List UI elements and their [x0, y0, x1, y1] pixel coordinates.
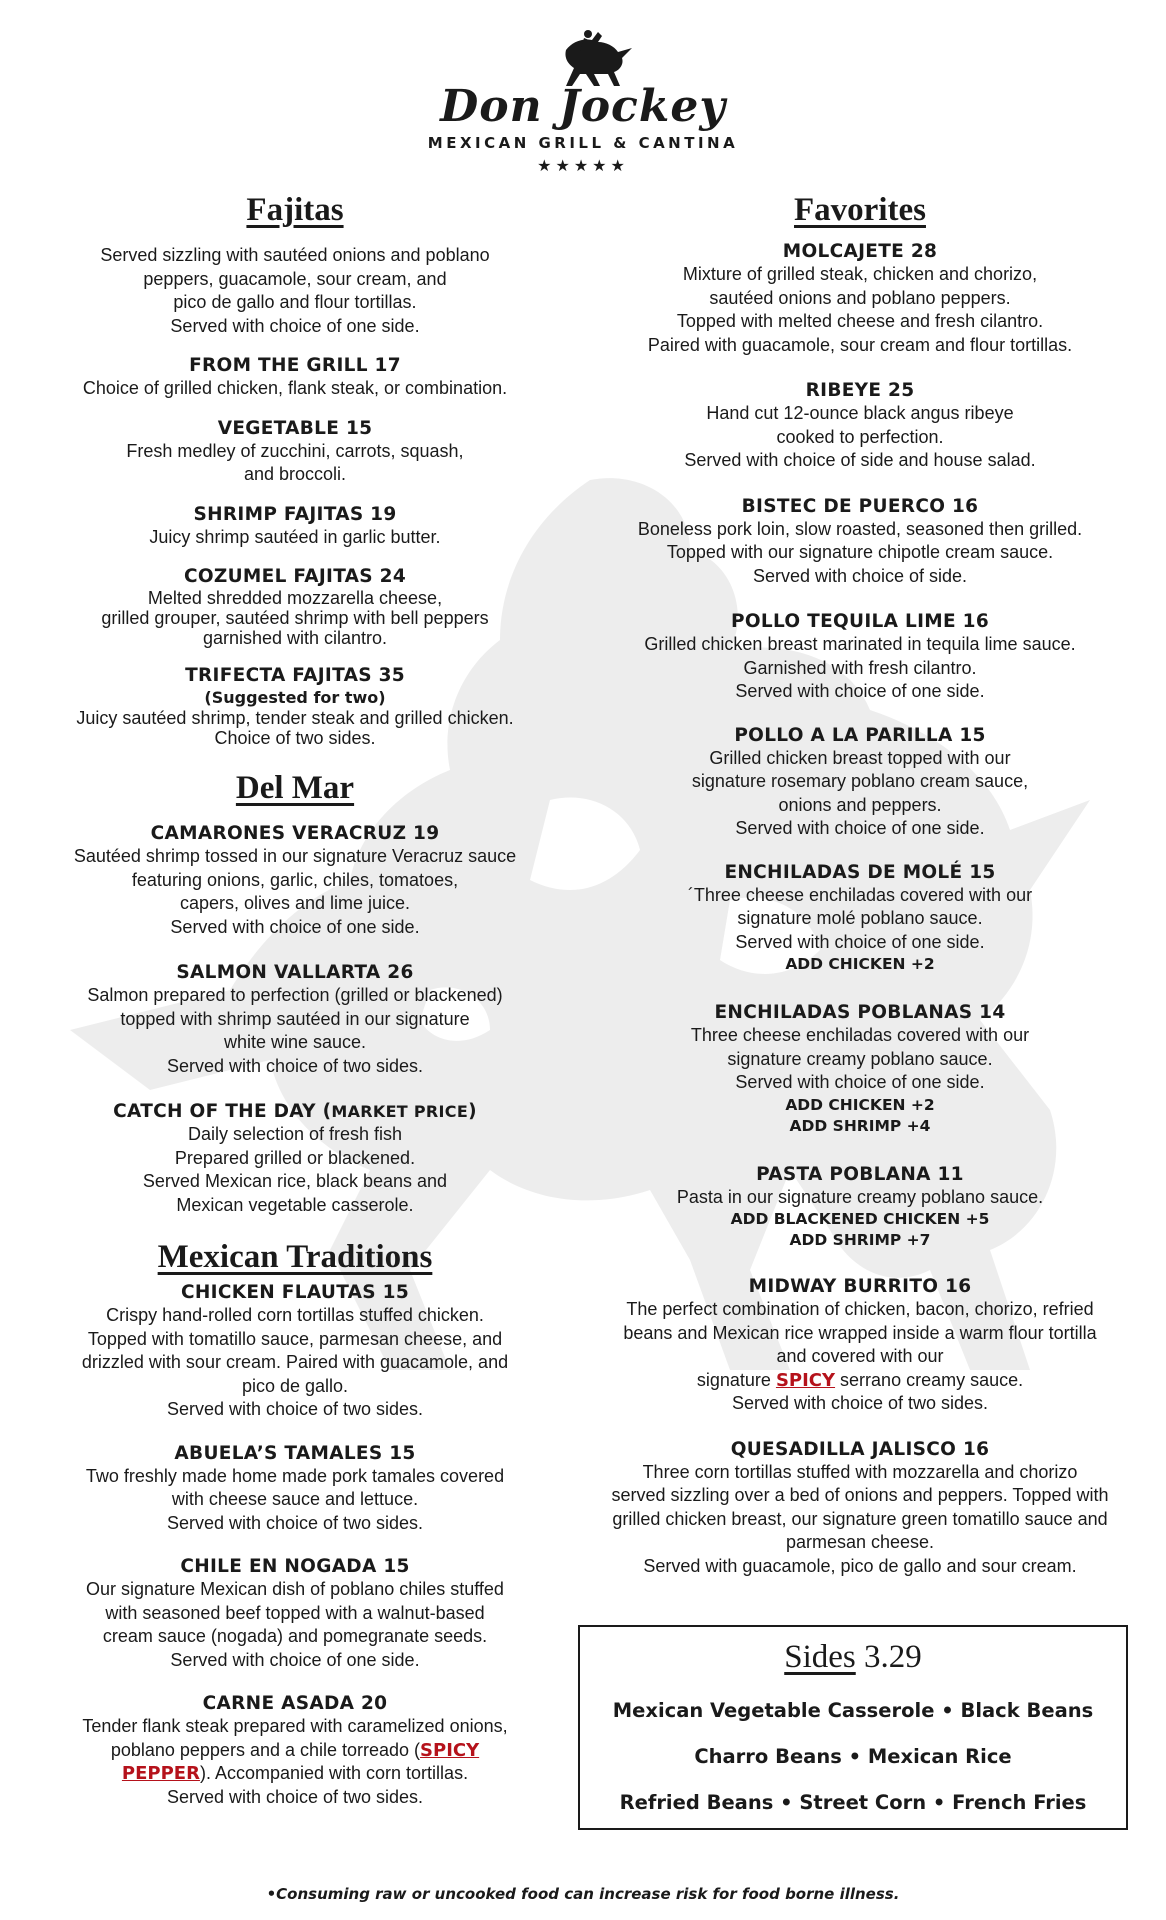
- item-desc: Served with choice of two sides.: [731, 1393, 989, 1413]
- item-desc: Topped with melted cheese and fresh cilantro.: [676, 311, 1044, 331]
- item-desc: signature molé poblano sauce.: [737, 908, 983, 928]
- item-desc: garnished with cilantro.: [202, 628, 388, 648]
- menu-item: [590, 240, 1130, 357]
- item-name: POLLO TEQUILA LIME 16: [730, 611, 989, 632]
- item-desc: Sautéed shrimp tossed in our signature Veracruz sauce: [73, 846, 517, 866]
- item-name: PASTA POBLANA 11: [756, 1163, 964, 1185]
- intro-line: Served with choice of one side.: [170, 315, 420, 336]
- item-desc: The perfect combination of chicken, bacon, chorizo, refried: [626, 1299, 1094, 1319]
- item-desc: grilled chicken breast, our signature green tomatillo sauce and: [612, 1508, 1108, 1529]
- sides-box: [578, 1625, 1128, 1830]
- item-subname: (Suggested for two): [204, 688, 386, 707]
- item-desc: pico de gallo.: [241, 1375, 349, 1396]
- item-desc: cooked to perfection.: [776, 426, 944, 447]
- item-name: MIDWAY BURRITO 16: [748, 1276, 972, 1297]
- item-desc: Mixture of grilled steak, chicken and chorizo,: [682, 264, 1038, 284]
- item-desc: Fresh medley of zucchini, carrots, squash,: [126, 440, 464, 461]
- menu-item: [40, 1555, 550, 1672]
- menu-item: [40, 961, 550, 1078]
- item-name: CHILE EN NOGADA 15: [180, 1556, 410, 1577]
- item-desc: Grilled chicken breast marinated in tequila lime sauce.: [644, 634, 1076, 654]
- item-desc: Served with choice of one side.: [170, 916, 420, 937]
- item-desc: Served with choice of side and house salad.: [684, 450, 1036, 470]
- item-desc: cream sauce (nogada) and pomegranate seeds.: [102, 1626, 488, 1646]
- spicy-label: PEPPER: [121, 1763, 200, 1784]
- item-desc: with cheese sauce and lettuce.: [171, 1489, 419, 1509]
- sides-row: Refried Beans • Street Corn • French Fries: [619, 1791, 1087, 1814]
- item-desc: and broccoli.: [243, 464, 347, 484]
- menu-item: [40, 1442, 550, 1536]
- section-title-fajitas: Fajitas: [246, 192, 344, 228]
- item-desc: Three cheese enchiladas covered with our: [690, 1025, 1030, 1045]
- item-desc: Prepared grilled or blackened.: [174, 1147, 416, 1168]
- item-addon: ADD CHICKEN +2: [785, 1095, 935, 1114]
- right-column: [590, 190, 1130, 1594]
- item-name: BISTEC DE PUERCO 16: [741, 495, 979, 517]
- menu-item: [590, 495, 1130, 589]
- item-desc: topped with shrimp sautéed in our signature: [120, 1008, 470, 1029]
- item-name: ENCHILADAS DE MOLÉ 15: [724, 861, 996, 883]
- item-desc: grilled grouper, sautéed shrimp with bell peppers: [101, 608, 489, 628]
- item-name: VEGETABLE 15: [217, 417, 373, 439]
- menu-item: [40, 1100, 550, 1217]
- item-desc: Tender flank steak prepared with caramelized onions,: [82, 1716, 508, 1736]
- item-desc: ´Three cheese enchiladas covered with our: [687, 884, 1033, 905]
- item-name: POLLO A LA PARILLA 15: [734, 724, 986, 746]
- menu-item: [40, 565, 550, 648]
- item-desc: Boneless pork loin, slow roasted, seasoned then grilled.: [637, 518, 1083, 539]
- intro-line: Served sizzling with sautéed onions and poblano: [100, 245, 490, 265]
- item-desc: Grilled chicken breast topped with our: [709, 747, 1011, 768]
- fajitas-intro: [40, 244, 550, 338]
- item-desc: Juicy sautéed shrimp, tender steak and grilled chicken.: [76, 708, 514, 728]
- item-desc: Daily selection of fresh fish: [187, 1124, 403, 1144]
- item-name: ABUELA’S TAMALES 15: [174, 1442, 416, 1464]
- item-desc: parmesan cheese.: [785, 1532, 935, 1552]
- item-desc: Served with choice of one side.: [735, 818, 985, 838]
- item-name: TRIFECTA FAJITAS 35: [185, 665, 405, 686]
- item-desc: beans and Mexican rice wrapped inside a warm flour tortilla: [623, 1322, 1097, 1343]
- item-desc: Choice of two sides.: [214, 728, 376, 748]
- desc-part: serrano creamy sauce.: [835, 1369, 1024, 1390]
- item-addon: ADD BLACKENED CHICKEN +5: [730, 1210, 990, 1228]
- section-title-favorites: Favorites: [794, 192, 926, 228]
- item-desc: Pasta in our signature creamy poblano sauce.: [676, 1186, 1044, 1207]
- item-name: CAMARONES VERACRUZ 19: [150, 823, 440, 844]
- item-desc: white wine sauce.: [223, 1032, 367, 1052]
- item-addon: ADD SHRIMP +7: [789, 1231, 931, 1249]
- item-desc: Served with choice of two sides.: [166, 1512, 424, 1533]
- sides-price: 3.29: [864, 1639, 922, 1675]
- item-name: CARNE ASADA 20: [202, 1693, 388, 1714]
- menu-item: [40, 503, 550, 550]
- sides-row: Mexican Vegetable Casserole • Black Beans: [612, 1699, 1094, 1722]
- item-desc: Melted shredded mozzarella cheese,: [147, 588, 443, 608]
- sides-title-label: Sides: [784, 1639, 856, 1675]
- item-desc: Mexican vegetable casserole.: [176, 1194, 414, 1215]
- menu-item: [590, 1438, 1130, 1579]
- item-desc: signature rosemary poblano cream sauce,: [691, 771, 1029, 791]
- item-desc: Served with choice of one side.: [735, 1072, 985, 1092]
- item-desc: Served with choice of two sides.: [166, 1786, 424, 1807]
- menu-item: [40, 664, 550, 748]
- item-name: ENCHILADAS POBLANAS 14: [714, 1002, 1006, 1023]
- item-desc: Topped with our signature chipotle cream sauce.: [666, 542, 1054, 562]
- spicy-label: SPICY: [420, 1739, 480, 1761]
- item-desc: Juicy shrimp sautéed in garlic butter.: [149, 526, 441, 547]
- menu-item: [40, 1692, 550, 1809]
- item-addon: ADD CHICKEN +2: [785, 955, 935, 973]
- footer-disclaimer: •Consuming raw or uncooked food can increase risk for food borne illness.: [266, 1885, 900, 1903]
- item-addon: ADD SHRIMP +4: [789, 1116, 931, 1135]
- menu-item: [40, 822, 550, 939]
- desc-part: ). Accompanied with corn tortillas.: [199, 1763, 469, 1783]
- spicy-label: SPICY: [775, 1369, 836, 1391]
- menu-item: [590, 861, 1130, 976]
- item-name: SHRIMP FAJITAS 19: [193, 503, 397, 525]
- item-desc: and covered with our: [776, 1346, 944, 1366]
- section-title-mexican-traditions: Mexican Traditions: [157, 1239, 433, 1275]
- section-title-del-mar: Del Mar: [235, 770, 355, 806]
- item-name: MOLCAJETE 28: [782, 241, 938, 262]
- item-desc: [40, 1762, 550, 1786]
- item-desc: featuring onions, garlic, chiles, tomatoes,: [131, 869, 459, 890]
- item-name: CHICKEN FLAUTAS 15: [180, 1282, 410, 1303]
- item-name: QUESADILLA JALISCO 16: [730, 1438, 990, 1460]
- left-column: [40, 190, 550, 1825]
- item-name: RIBEYE 25: [805, 380, 915, 401]
- item-desc: Served with guacamole, pico de gallo and sour cream.: [643, 1555, 1077, 1576]
- item-desc: Served with choice of one side.: [735, 681, 985, 701]
- sides-row: Charro Beans • Mexican Rice: [694, 1745, 1012, 1768]
- menu-item: [40, 354, 550, 401]
- item-desc: served sizzling over a bed of onions and peppers. Topped with: [611, 1485, 1109, 1505]
- desc-part: poblano peppers and a chile torreado (: [110, 1739, 421, 1760]
- item-name: COZUMEL FAJITAS 24: [183, 566, 407, 587]
- item-name-main: CATCH OF THE DAY (: [113, 1101, 332, 1122]
- item-desc: Served Mexican rice, black beans and: [142, 1171, 448, 1191]
- item-desc: Served with choice of side.: [752, 565, 968, 586]
- item-desc: Two freshly made home made pork tamales covered: [85, 1465, 505, 1486]
- desc-part: signature: [696, 1369, 776, 1390]
- brand-name: Don Jockey: [440, 81, 726, 132]
- item-desc: Garnished with fresh cilantro.: [743, 657, 977, 678]
- menu-item: [590, 1163, 1130, 1252]
- item-desc: Choice of grilled chicken, flank steak, or combination.: [82, 378, 508, 398]
- sides-title: [580, 1637, 1126, 1677]
- item-name: SALMON VALLARTA 26: [176, 962, 414, 983]
- item-desc: onions and peppers.: [778, 794, 942, 815]
- item-name: [40, 1100, 550, 1123]
- item-name: FROM THE GRILL 17: [189, 355, 401, 376]
- menu-item: [40, 417, 550, 487]
- menu-item: [590, 1275, 1130, 1416]
- intro-line: pico de gallo and flour tortillas.: [173, 292, 417, 312]
- item-desc: Three corn tortillas stuffed with mozzarella and chorizo: [642, 1461, 1078, 1482]
- menu-item: [40, 1281, 550, 1422]
- item-desc: Our signature Mexican dish of poblano chiles stuffed: [86, 1579, 504, 1599]
- item-desc: Served with choice of two sides.: [166, 1055, 424, 1076]
- menu-item: [590, 379, 1130, 473]
- brand-subtitle: MEXICAN GRILL & CANTINA: [427, 134, 739, 152]
- menu-item: [590, 1001, 1130, 1137]
- item-desc: Hand cut 12-ounce black angus ribeye: [706, 403, 1014, 423]
- intro-line: peppers, guacamole, sour cream, and: [143, 268, 447, 289]
- item-desc: Crispy hand-rolled corn tortillas stuffed chicken.: [106, 1305, 484, 1325]
- item-name-close: ): [468, 1101, 477, 1122]
- item-desc: Served with choice of two sides.: [166, 1399, 424, 1419]
- market-price-label: MARKET PRICE: [331, 1102, 469, 1121]
- item-desc: capers, olives and lime juice.: [179, 893, 411, 913]
- item-desc: sautéed onions and poblano peppers.: [709, 287, 1011, 308]
- item-desc: drizzled with sour cream. Paired with guacamole, and: [81, 1352, 509, 1372]
- item-desc: Served with choice of one side.: [735, 931, 985, 952]
- item-desc: signature creamy poblano sauce.: [727, 1048, 993, 1069]
- menu-item: [590, 610, 1130, 704]
- item-desc: with seasoned beef topped with a walnut-based: [105, 1602, 485, 1623]
- item-desc: Paired with guacamole, sour cream and flour tortillas.: [647, 334, 1073, 355]
- menu-item: [590, 724, 1130, 841]
- item-desc: [40, 1739, 550, 1763]
- item-desc: Salmon prepared to perfection (grilled or blackened): [87, 985, 503, 1005]
- restaurant-logo: [0, 28, 1166, 176]
- item-desc: Served with choice of one side.: [170, 1649, 420, 1670]
- item-desc: [590, 1369, 1130, 1393]
- brand-stars: ★★★★★: [537, 158, 629, 175]
- item-desc: Topped with tomatillo sauce, parmesan cheese, and: [87, 1328, 503, 1349]
